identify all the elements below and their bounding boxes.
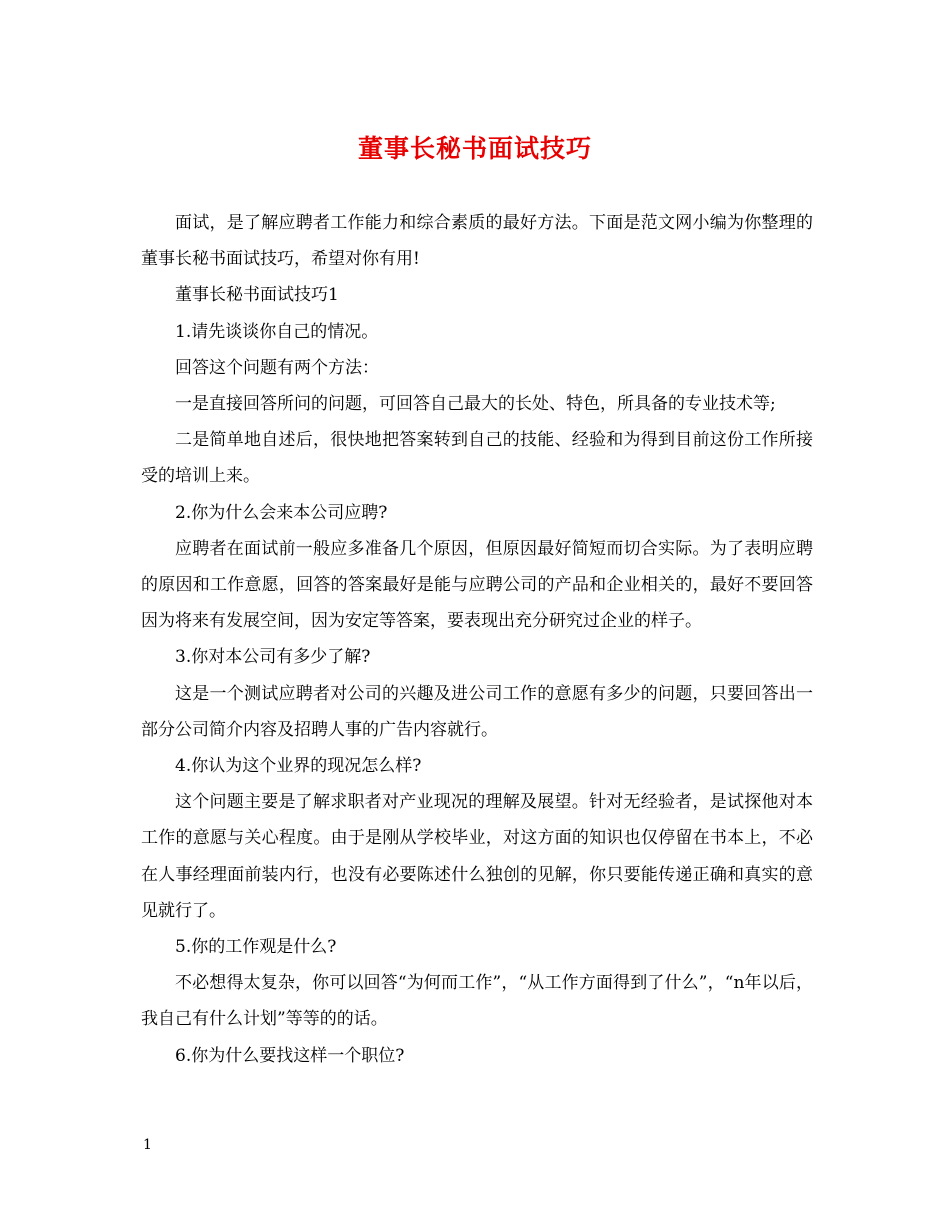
- paragraph: 一是直接回答所问的问题，可回答自己最大的长处、特色，所具备的专业技术等;: [175, 394, 776, 415]
- paragraph: 3.你对本公司有多少了解?: [175, 647, 371, 668]
- document-title: 董事长秘书面试技巧: [357, 134, 592, 163]
- paragraph: 二是简单地自述后，很快地把答案转到自己的技能、经验和为得到目前这份工作所接受的培训上来。: [141, 430, 813, 487]
- paragraph: 这个问题主要是了解求职者对产业现况的理解及展望。针对无经验者，是试探他对本工作的意愿与关心程度。由于是刚从学校毕业，对这方面的知识也仅停留在书本上，不必在人事经理面前装内行，也没有必要陈述什么独创的见解，你只要能传递正确和真实的意见就行了。: [141, 792, 813, 921]
- paragraph: 6.你为什么要找这样一个职位?: [175, 1045, 405, 1066]
- paragraph: 应聘者在面试前一般应多准备几个原因，但原因最好简短而切合实际。为了表明应聘的原因和工作意愿，回答的答案最好是能与应聘公司的产品和企业相关的，最好不要回答因为将来有发展空间，因为安定等答案，要表现出充分研究过企业的样子。: [141, 538, 813, 632]
- page-number: 1: [143, 1137, 152, 1153]
- paragraph: 1.请先谈谈你自己的情况。: [175, 321, 379, 342]
- paragraph: 2.你为什么会来本公司应聘?: [175, 502, 388, 523]
- document-body: [141, 205, 813, 1074]
- paragraph: 面试，是了解应聘者工作能力和综合素质的最好方法。下面是范文网小编为你整理的董事长秘书面试技巧，希望对你有用!: [141, 213, 813, 270]
- paragraph: 回答这个问题有两个方法：: [175, 357, 379, 378]
- paragraph: 这是一个测试应聘者对公司的兴趣及进公司工作的意愿有多少的问题，只要回答出一部分公司简介内容及招聘人事的广告内容就行。: [141, 683, 813, 740]
- paragraph: 不必想得太复杂，你可以回答“为何而工作”，“从工作方面得到了什么”，“n年以后，我自己有什么计划”等等的的话。: [141, 973, 813, 1030]
- paragraph: 董事长秘书面试技巧1: [175, 285, 339, 306]
- paragraph: 5.你的工作观是什么?: [175, 937, 337, 958]
- paragraph: 4.你认为这个业界的现况怎么样?: [175, 756, 422, 777]
